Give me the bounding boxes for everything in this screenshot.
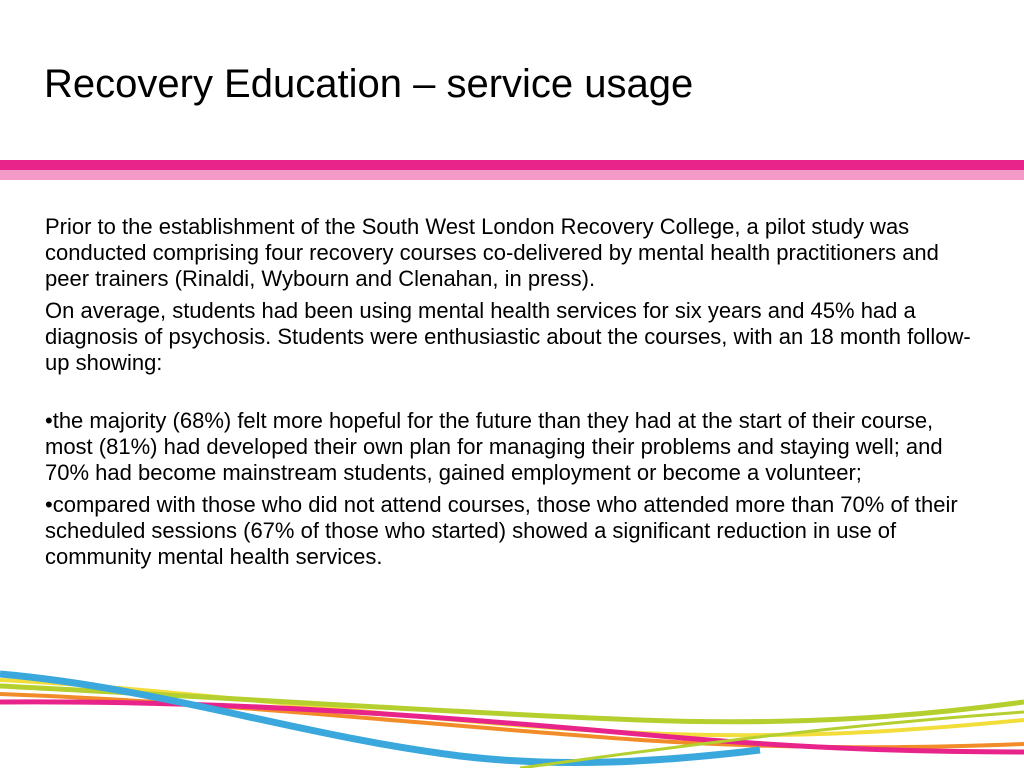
slide-title: Recovery Education – service usage <box>44 62 694 106</box>
swoosh-magenta <box>0 702 1024 752</box>
bullet-outcomes: •the majority (68%) felt more hopeful for the future than they had at the start of their course, most (81%) had developed their own plan for managing their problems and staying well; and 70% had become mainstream students, gained employment or become a volunteer; <box>45 408 943 485</box>
paragraph-average: On average, students had been using mental health services for six years and 45% had a diagnosis of psychosis. Students were enthusiastic about the courses, with an 18 month follow-up showing: <box>45 298 971 375</box>
divider-band-dark <box>0 160 1024 170</box>
slide-body <box>45 214 975 576</box>
title-divider <box>0 160 1024 182</box>
decorative-swoosh <box>0 640 1024 768</box>
bullet-comparison: •compared with those who did not attend courses, those who attended more than 70% of their scheduled sessions (67% of those who started) showed a significant reduction in use of community mental health services. <box>45 492 958 569</box>
paragraph-intro: Prior to the establishment of the South West London Recovery College, a pilot study was conducted comprising four recovery courses co-delivered by mental health practitioners and peer trainers (Rinaldi, Wybourn and Clenahan, in press). <box>45 214 939 291</box>
swoosh-yellow <box>0 680 1024 735</box>
divider-band-light <box>0 170 1024 180</box>
